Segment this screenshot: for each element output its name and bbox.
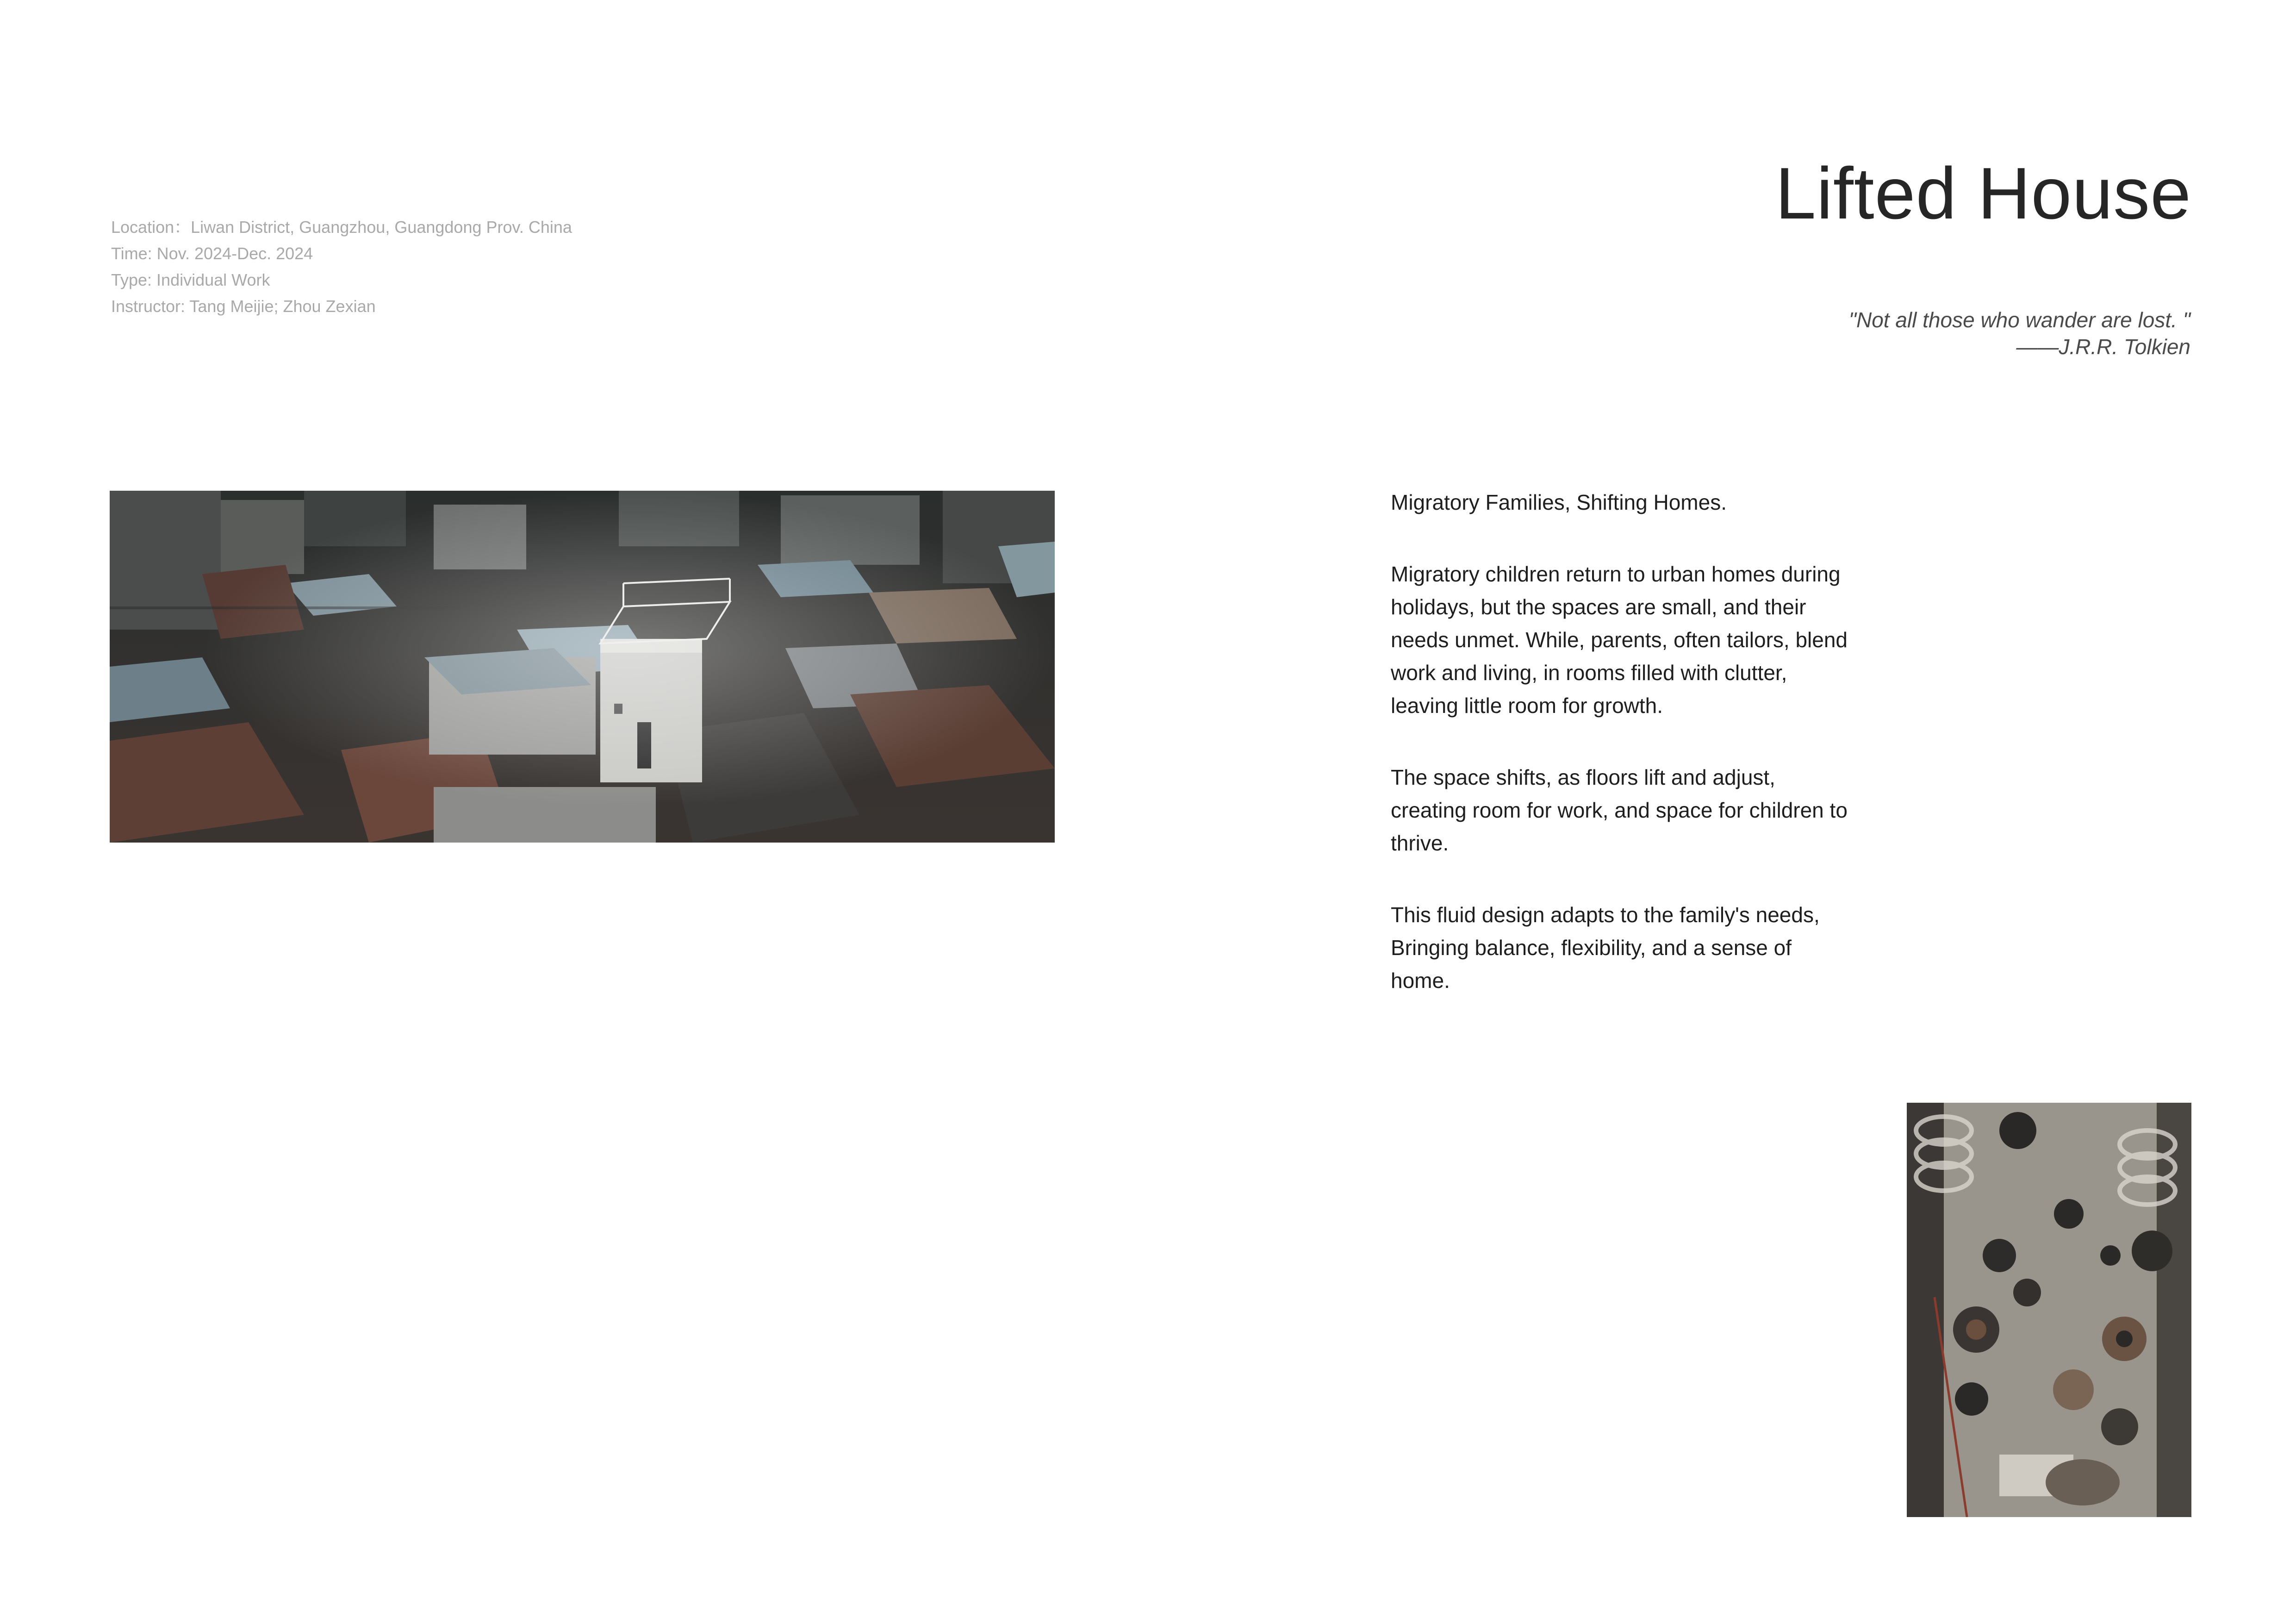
project-description	[1391, 486, 1854, 1036]
description-heading: Migratory Families, Shifting Homes.	[1391, 490, 1727, 514]
project-meta	[111, 214, 572, 319]
detail-photo	[1907, 1103, 2191, 1517]
aerial-rooftops-illustration	[110, 491, 1055, 843]
meta-type: Type: Individual Work	[111, 270, 270, 289]
page-title: Lifted House	[1775, 153, 2191, 234]
meta-location: Location：Liwan District, Guangzhou, Guangdong Prov. China	[111, 218, 572, 237]
description-paragraph: Migratory children return to urban homes during holidays, but the spaces are small, and their needs unmet. While, parents, often tailors, blend work and living, in rooms filled with clutter, leaving little room for growth.	[1391, 562, 1848, 718]
machine-parts-illustration	[1907, 1103, 2191, 1517]
description-paragraph: This fluid design adapts to the family's needs, Bringing balance, flexibility, and a sense of home.	[1391, 903, 1820, 993]
epigraph-quote	[1849, 306, 2190, 360]
quote-text: "Not all those who wander are lost. "	[1848, 308, 2190, 332]
hero-aerial-image	[110, 491, 1055, 843]
description-paragraph: The space shifts, as floors lift and adjust, creating room for work, and space for children to thrive.	[1391, 765, 1848, 855]
meta-instructor: Instructor: Tang Meijie; Zhou Zexian	[111, 297, 376, 316]
meta-time: Time: Nov. 2024-Dec. 2024	[111, 244, 313, 263]
quote-author: ——J.R.R. Tolkien	[2016, 335, 2190, 359]
